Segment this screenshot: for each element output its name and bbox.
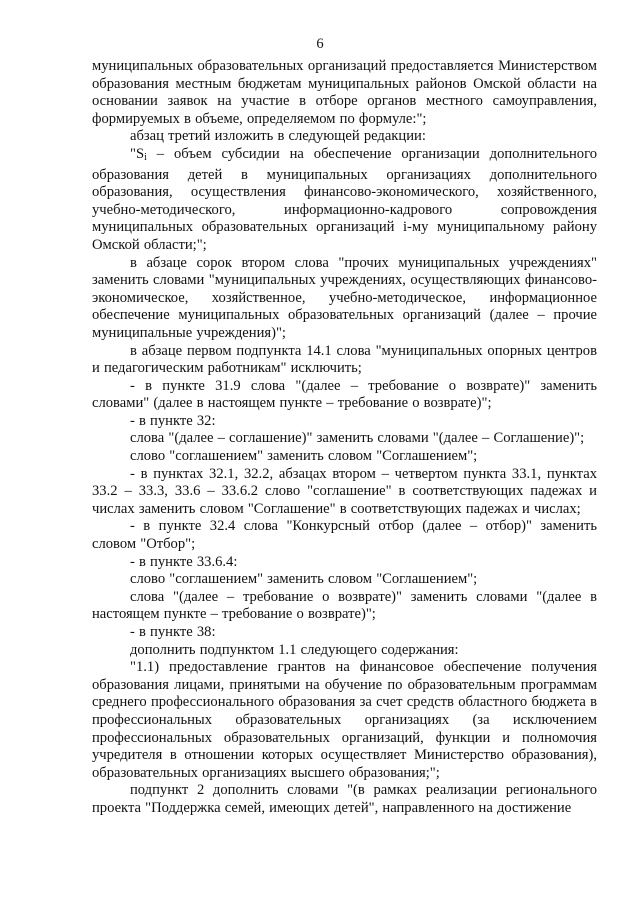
paragraph: абзац третий изложить в следующей редакции: bbox=[130, 128, 426, 145]
paragraph: "1.1) предоставление грантов на финансовое обеспечение получения образования лицами, принятыми на обучение по образовательным программам среднего профессионального образования за счет средств областного бюджета в профессиональных образовательных организациях (за исключением профессиональных образовательных организаций, функции и полномочия учредителя в отношении которых осуществляет Министерство образования), образовательных организациях высшего образования;"; bbox=[92, 659, 597, 781]
paragraph: - в пунктах 32.1, 32.2, абзацах втором – четвертом пункта 33.1, пунктах 33.2 – 33.3, 33.6 – 33.6.2 слово "соглашение" в соответствующих падежах и числах заменить словом "Соглашение" в соответствующих падежах и числах; bbox=[92, 465, 597, 517]
paragraph: "$S_i$ – объем субсидии на обеспечение организации дополнительного образования детей в муниципальных организациях дополнительного образования, осуществления финансово-экономического, хозяйственного, учебно-методического, информационно-кадрового сопровождения муниципальных образовательных организаций i-му муниципальному району Омской области;"; bbox=[92, 145, 597, 253]
paragraph: дополнить подпунктом 1.1 следующего содержания: bbox=[130, 641, 459, 658]
paragraph: - в пункте 31.9 слова "(далее – требование о возврате)" заменить словами" (далее в настоящем пункте – требование о возврате)"; bbox=[92, 377, 597, 412]
paragraph: слово "соглашением" заменить словом "Соглашением"; bbox=[130, 571, 478, 588]
page-number: 6 bbox=[316, 36, 324, 52]
paragraph: муниципальных образовательных организаций предоставляется Министерством образования местным бюджетам муниципальных районов Омской области на основании заявок на участие в отборе органов местного самоуправления, формируемых в объеме, определяемом по формуле:"; bbox=[92, 58, 597, 127]
paragraph: подпункт 2 дополнить словами "(в рамках реализации регионального проекта "Поддержка семей, имеющих детей", направленного на достижение bbox=[92, 782, 597, 816]
paragraph: - в пункте 38: bbox=[130, 624, 216, 640]
paragraph: - в пункте 33.6.4: bbox=[130, 553, 238, 570]
paragraph: - в пункте 32: bbox=[130, 412, 216, 429]
paragraph: в абзаце первом подпункта 14.1 слова "муниципальных опорных центров и педагогическим работникам" исключить; bbox=[92, 342, 597, 377]
paragraph: - в пункте 32.4 слова "Конкурсный отбор (далее – отбор)" заменить словом "Отбор"; bbox=[92, 518, 597, 553]
document-body bbox=[92, 58, 597, 818]
paragraph: слова "(далее – требование о возврате)" заменить словами "(далее в настоящем пункте – требование о возврате)"; bbox=[92, 588, 597, 623]
paragraph: слово "соглашением" заменить словом "Соглашением"; bbox=[130, 448, 478, 465]
paragraph: в абзаце сорок втором слова "прочих муниципальных учреждениях" заменить словами "муниципальных учреждениях, осуществляющих финансово-экономическое, хозяйственное, учебно-методическое, информационное обеспечение муниципальных образовательных организаций (далее – прочие муниципальные учреждения)"; bbox=[92, 254, 597, 341]
subscript-i: i bbox=[144, 151, 147, 163]
paragraph: слова "(далее – соглашение)" заменить словами "(далее – Соглашение)"; bbox=[130, 430, 585, 447]
